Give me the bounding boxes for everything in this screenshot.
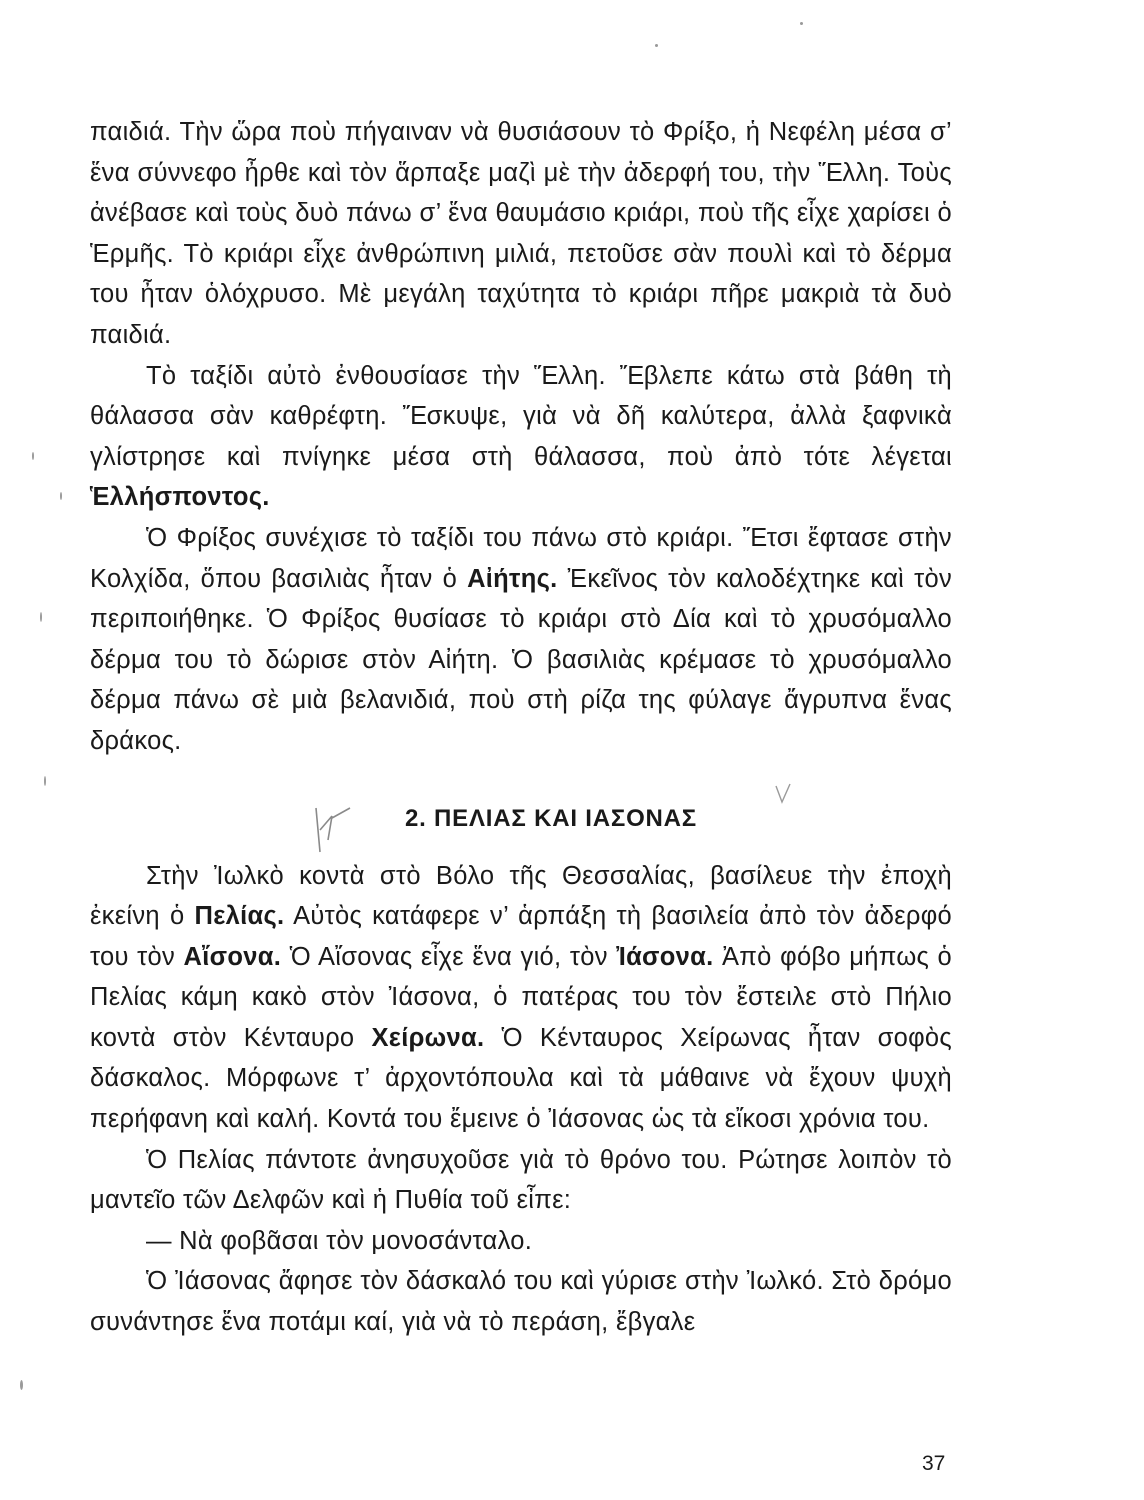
scan-speck [44,776,46,786]
page-body [90,112,952,1343]
bold-term: Ἰάσονα. [616,942,714,971]
paragraph-text: Ὁ Φρίξος συνέχισε τὸ ταξίδι του πάνω στὸ κριάρι. Ἔτσι ἔφτασε στὴν Κολχίδα, ὅπου βασιλιὰς ἦταν ὁ [90,523,952,593]
paragraph-text: Ὁ Ἰάσονας ἄφησε τὸν δάσκαλό του καὶ γύρισε στὴν Ἰωλκό. Στὸ δρόμο συνάντησε ἕνα ποτάμι καί, γιὰ νὰ τὸ περάση, ἔβγαλε [90,1267,952,1337]
paragraph-text: παιδιά. Τὴν ὥρα ποὺ πήγαιναν νὰ θυσιάσουν τὸ Φρίξο, ἡ Νεφέλη μέσα σ’ ἕνα σύννεφο ἦρθε καὶ τὸν ἅρπαξε μαζὶ μὲ τὴν ἀδερφή του, τὴν Ἕλλη. Τοὺς ἀνέβασε καὶ τοὺς δυὸ πάνω σ’ ἕνα θαυμάσιο κριάρι, ποὺ τῆς εἶχε χαρίσει ὁ Ἑρμῆς. Τὸ κριάρι εἶχε ἀνθρώπινη μιλιά, πετοῦσε σὰν πουλὶ καὶ τὸ δέρμα του ἦταν ὁλόχρυσο. Μὲ μεγάλη ταχύτητα τὸ κριάρι πῆρε μακριὰ τὰ δυὸ παιδιά. [90,118,952,349]
bold-term: Αἰήτης. [467,564,558,593]
scan-speck [655,44,658,47]
paragraph-text: — Νὰ φοβᾶσαι τὸν μονοσάνταλο. [146,1226,533,1255]
paragraph-text: Αὐτὸς κατάφερε ν’ ἁρπάξη τὴ βασιλεία ἀπὸ τὸν ἀδερφό του τὸν [90,902,953,971]
paragraph-text: Ὁ Πελίας πάντοτε ἀνησυχοῦσε γιὰ τὸ θρόνο του. Ρώτησε λοιπὸν τὸ μαντεῖο τῶν Δελφῶν καὶ ἡ Πυθία τοῦ εἶπε: [90,1145,952,1215]
bold-term: Ἑλλήσποντος. [90,483,270,512]
paragraph [90,1221,952,1262]
bold-term: Χείρωνα. [371,1023,485,1052]
pencil-check-icon [772,780,796,808]
paragraph [90,112,952,356]
paragraph [90,1261,952,1342]
paragraph-text: Ἀπὸ φόβο μήπως ὁ Πελίας κάμη κακὸ στὸν Ἰάσονα, ὁ πατέρας του τὸν ἔστειλε στὸ Πήλιο κοντὰ στὸν Κένταυρο [90,942,953,1052]
scan-speck [40,612,42,622]
paragraph [90,856,952,1140]
page-number: 37 [922,1452,946,1475]
paragraph [90,518,952,762]
scan-speck [32,452,34,460]
bold-term: Αἴσονα. [183,942,282,971]
scan-speck [60,492,62,500]
scan-speck [800,22,803,25]
paragraph-text: Στὴν Ἰωλκὸ κοντὰ στὸ Βόλο τῆς Θεσσαλίας, βασίλευε τὴν ἐποχὴ ἐκείνη ὁ [90,861,952,931]
pencil-mark-icon [310,800,360,860]
bold-term: Πελίας. [194,902,285,931]
section-heading: 2. ΠΕΛΙΑΣ ΚΑΙ ΙΑΣΟΝΑΣ [404,804,698,832]
paragraph [90,1140,952,1221]
paragraph [90,356,952,518]
paragraph-text: Ὁ Κένταυρος Χείρωνας ἦταν σοφὸς δάσκαλος. Μόρφωνε τ’ ἀρχοντόπουλα καὶ τὰ μάθαινε νὰ ἔχουν ψυχὴ περήφανη καὶ καλή. Κοντά του ἔμεινε ὁ Ἰάσονας ὡς τὰ εἴκοσι χρόνια του. [90,1023,953,1134]
paragraph-text: Τὸ ταξίδι αὐτὸ ἐνθουσίασε τὴν Ἕλλη. Ἔβλεπε κάτω στὰ βάθη τὴ θάλασσα σὰν καθρέφτη. Ἔσκυψε, γιὰ νὰ δῆ καλύτερα, ἀλλὰ ξαφνικὰ γλίστρησε καὶ πνίγηκε μέσα στὴ θάλασσα, ποὺ ἀπὸ τότε λέγεται [90,361,952,471]
scan-speck [20,1380,23,1390]
paragraph-text: Ὁ Αἴσονας εἶχε ἕνα γιό, τὸν [289,942,608,971]
paragraph-text: Ἐκεῖνος τὸν καλοδέχτηκε καὶ τὸν περιποιήθηκε. Ὁ Φρίξος θυσίασε τὸ κριάρι στὸ Δία καὶ τὸ χρυσόμαλλο δέρμα του τὸ δώρισε στὸν Αἰήτη. Ὁ βασιλιὰς κρέμασε τὸ χρυσόμαλλο δέρμα πάνω σὲ μιὰ βελανιδιά, ποὺ στὴ ρίζα της φύλαγε ἄγρυπνα ἕνας δράκος. [90,564,953,755]
